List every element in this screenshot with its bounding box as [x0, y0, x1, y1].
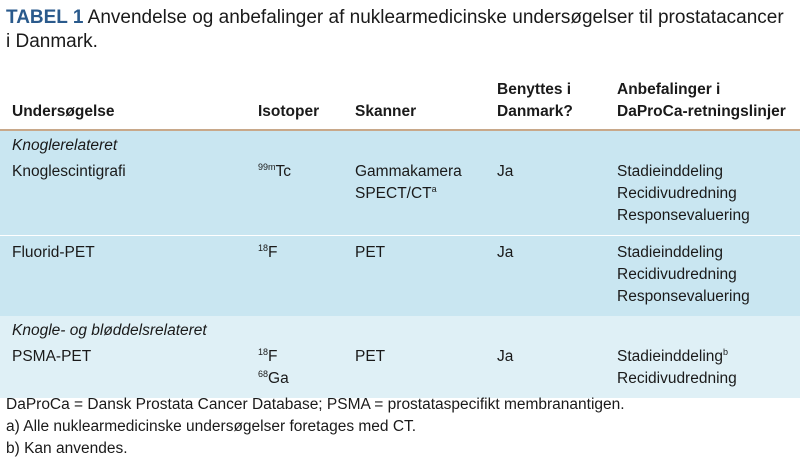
cell-recommendations	[617, 346, 800, 398]
cell-name: Knoglescintigrafi	[0, 161, 258, 236]
header-benyttes-line1: Benyttes i	[497, 81, 572, 98]
rec-line2: Recidivudredning	[617, 185, 737, 202]
footnote-marker-b: b	[723, 346, 729, 357]
rec-text: Stadieinddeling	[617, 348, 724, 365]
isotope-mass: 18	[258, 346, 269, 357]
header-anbefalinger	[617, 74, 800, 130]
rec-line3: Responsevaluering	[617, 207, 750, 224]
table-label: TABEL 1	[6, 7, 84, 28]
rec-line3: Responsevaluering	[617, 288, 750, 305]
rec-line1	[617, 346, 800, 368]
header-benyttes-line2: Danmark?	[497, 103, 573, 120]
cell-scanner	[355, 161, 497, 236]
header-isotoper: Isotoper	[258, 103, 320, 120]
table-title	[6, 6, 786, 54]
cell-scanner: PET	[355, 244, 386, 261]
isotope-symbol: Ga	[268, 370, 289, 387]
isotope-line1	[258, 346, 355, 368]
table-footnotes	[6, 394, 625, 460]
header-anbefalinger-line2: DaProCa-retningslinjer	[617, 103, 786, 120]
isotope-symbol: Tc	[275, 163, 292, 180]
scanner-line1: Gammakamera	[355, 163, 462, 180]
section-label-bone: Knoglerelateret	[12, 137, 118, 154]
header-undersogelse: Undersøgelse	[12, 103, 115, 120]
cell-name: PSMA-PET	[12, 348, 92, 365]
footnote-abbreviations: DaProCa = Dansk Prostata Cancer Database; PSMA = prostataspecifikt membranantigen.	[6, 396, 625, 413]
cell-isotope	[258, 161, 355, 236]
table-row-psma	[0, 346, 800, 398]
isotope-symbol: F	[268, 348, 278, 365]
table-row-fluorid	[0, 236, 800, 317]
header-anbefalinger-line1: Anbefalinger i	[617, 81, 721, 98]
footnote-a: a) Alle nuklearmedicinske undersøgelser foretages med CT.	[6, 418, 417, 435]
header-skanner: Skanner	[355, 103, 417, 120]
header-row	[0, 74, 800, 130]
data-table	[0, 74, 800, 398]
isotope-mass: 99m	[258, 161, 276, 172]
rec-line1: Stadieinddeling	[617, 244, 724, 261]
footnote-b: b) Kan anvendes.	[6, 440, 128, 457]
isotope-line2	[258, 368, 355, 390]
table-caption: Anvendelse og anbefalinger af nuklearmedicinske undersøgelser til prostatacancer i Danmark.	[6, 7, 784, 52]
footnote-marker-a: a	[431, 183, 437, 194]
cell-used: Ja	[497, 161, 617, 236]
cell-used: Ja	[497, 244, 514, 261]
cell-isotope	[258, 236, 355, 317]
rec-line1: Stadieinddeling	[617, 163, 724, 180]
section-row-bone-soft	[0, 316, 800, 346]
header-benyttes	[497, 74, 617, 130]
cell-recommendations	[617, 236, 800, 317]
cell-isotope	[258, 346, 355, 398]
cell-recommendations	[617, 161, 800, 236]
cell-used: Ja	[497, 348, 514, 365]
table-row-knoglescintigrafi	[0, 161, 800, 236]
isotope-mass: 18	[258, 242, 269, 253]
section-row-bone	[0, 130, 800, 161]
section-label-bone-soft: Knogle- og bløddelsrelateret	[12, 322, 207, 339]
rec-line2: Recidivudredning	[617, 370, 737, 387]
cell-name: Fluorid-PET	[12, 244, 95, 261]
cell-scanner: PET	[355, 348, 386, 365]
scanner-name: SPECT/CT	[355, 185, 432, 202]
isotope-symbol: F	[268, 244, 278, 261]
isotope-mass: 68	[258, 368, 269, 379]
rec-line2: Recidivudredning	[617, 266, 737, 283]
scanner-line2	[355, 183, 497, 205]
